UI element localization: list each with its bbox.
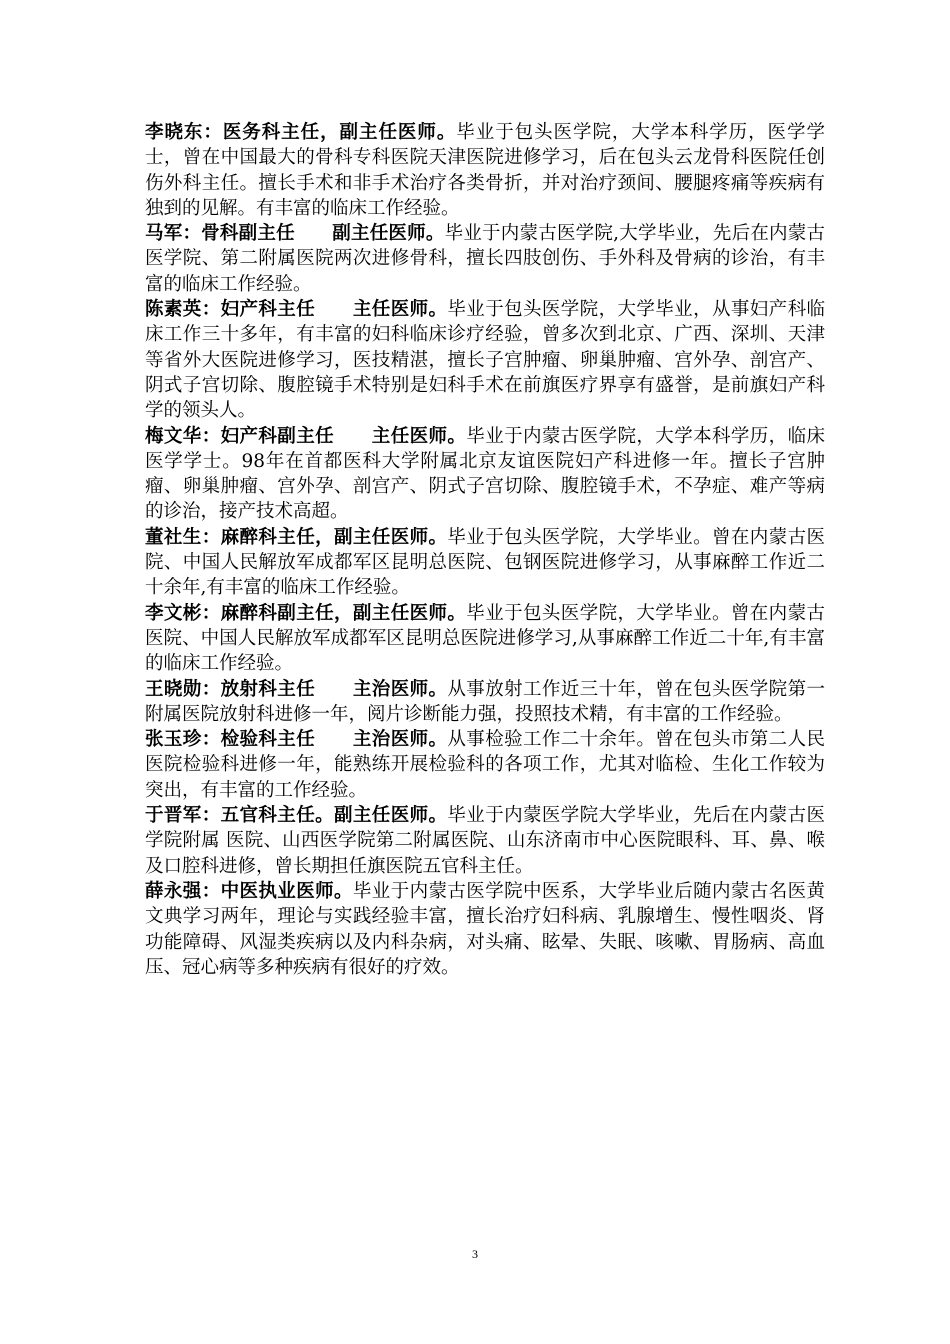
staff-description: 毕业于包头医学院，大学本科学历，医学学士，曾在中国最大的骨科专科医院天津医院进修学习，后在包头云龙骨科医院任创伤外科主任。擅长手术和非手术治疗各类骨折，并对治疗颈间、腰腿疼痛等疾病有独到的见解。有丰富的临床工作经验。	[145, 122, 825, 219]
staff-entry-1	[145, 120, 825, 221]
staff-description: 毕业于包头医学院，大学毕业。曾在内蒙古医院、中国人民解放军成都军区昆明总医院、包钢医院进修学习，从事麻醉工作近二十余年,有丰富的临床工作经验。	[145, 526, 825, 599]
staff-heading: 王晓勋：放射科主任 主治医师。	[145, 678, 448, 700]
staff-description: 毕业于内蒙古医学院,大学毕业，先后在内蒙古医学院、第二附属医院两次进修骨科，擅长四肢创伤、手外科及骨病的诊治，有丰富的临床工作经验。	[145, 223, 825, 295]
staff-description: 从事检验工作二十余年。曾在包头市第二人民医院检验科进修一年，能熟练开展检验科的各项工作，尤其对临检、生化工作较为突出，有丰富的工作经验。	[145, 729, 825, 801]
document-body	[145, 120, 825, 980]
staff-entry-3	[145, 297, 825, 423]
staff-heading: 薛永强：中医执业医师。	[145, 880, 353, 902]
staff-entry-9	[145, 803, 825, 879]
staff-entry-6	[145, 601, 825, 677]
staff-entry-4	[145, 424, 825, 525]
staff-description: 毕业于内蒙古医学院，大学本科学历，临床医学学士。98年在首都医科大学附属北京友谊医院妇产科进修一年。擅长子宫肿瘤、卵巢肿瘤、宫外孕、剖宫产、阴式子宫切除、腹腔镜手术，不孕症、难产等病的诊治，接产技术高超。	[145, 425, 825, 523]
staff-heading: 陈素英：妇产科主任 主任医师。	[145, 299, 448, 321]
staff-heading: 梅文华：妇产科副主任 主任医师。	[145, 425, 467, 447]
staff-heading: 李文彬：麻醉科副主任，副主任医师。	[145, 602, 467, 624]
page-number: 3	[472, 1247, 478, 1261]
staff-heading: 董社生：麻醉科主任，副主任医师。	[145, 526, 448, 548]
staff-heading: 马军：骨科副主任 副主任医师。	[145, 223, 445, 245]
staff-heading: 于晋军：五官科主任。副主任医师。	[145, 805, 448, 827]
staff-heading: 张玉珍：检验科主任 主治医师。	[145, 729, 448, 751]
staff-entry-5	[145, 525, 825, 601]
staff-description: 毕业于内蒙古医学院中医系，大学毕业后随内蒙古名医黄文典学习两年，理论与实践经验丰富，擅长治疗妇科病、乳腺增生、慢性咽炎、肾功能障碍、风湿类疾病以及内科杂病，对头痛、眩晕、失眠、咳嗽、胃肠病、高血压、冠心病等多种疾病有很好的疗效。	[145, 880, 825, 978]
staff-description: 从事放射工作近三十年，曾在包头医学院第一附属医院放射科进修一年，阅片诊断能力强，投照技术精，有丰富的工作经验。	[145, 678, 825, 725]
staff-entry-2	[145, 221, 825, 297]
staff-entry-8	[145, 727, 825, 803]
staff-entry-10	[145, 879, 825, 980]
staff-description: 毕业于内蒙医学院大学毕业，先后在内蒙古医学院附属 医院、山西医学院第二附属医院、山东济南市中心医院眼科、耳、鼻、喉及口腔科进修，曾长期担任旗医院五官科主任。	[145, 805, 825, 877]
staff-description: 毕业于包头医学院，大学毕业，从事妇产科临床工作三十多年，有丰富的妇科临床诊疗经验，曾多次到北京、广西、深圳、天津等省外大医院进修学习，医技精湛，擅长子宫肿瘤、卵巢肿瘤、宫外孕、剖宫产、阴式子宫切除、腹腔镜手术特别是妇科手术在前旗医疗界享有盛誉，是前旗妇产科学的领头人。	[145, 299, 825, 422]
staff-heading: 李晓东：医务科主任，副主任医师。	[145, 122, 457, 143]
staff-entry-7	[145, 677, 825, 728]
staff-description: 毕业于包头医学院，大学毕业。曾在内蒙古医院、中国人民解放军成都军区昆明总医院进修学习,从事麻醉工作近二十年,有丰富的临床工作经验。	[145, 602, 825, 675]
